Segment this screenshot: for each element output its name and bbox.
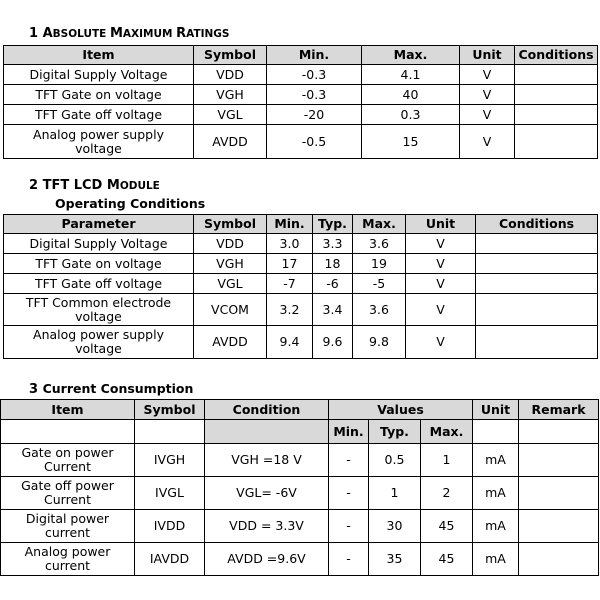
col-header-item: Item (1, 400, 135, 420)
col-header-condition: Condition (205, 400, 329, 420)
col-header-symbol: Symbol (194, 46, 267, 65)
title-part: AXIMUM (122, 28, 177, 40)
cell-conditions (515, 85, 598, 105)
cell-unit: mA (473, 510, 519, 543)
absolute-max-ratings-table (3, 45, 598, 159)
operating-conditions-table (3, 214, 598, 359)
cell-min: - (329, 543, 369, 576)
cell-typ: 35 (369, 543, 421, 576)
cell-unit: V (460, 65, 515, 85)
section1-number: 1 (29, 26, 39, 41)
table-row (4, 65, 598, 85)
title-part: R (176, 26, 187, 41)
cell-condition: VGL= -6V (205, 477, 329, 510)
cell-typ: 3.4 (313, 294, 353, 326)
cell-unit: mA (473, 444, 519, 477)
cell-min: -20 (267, 105, 362, 125)
cell-item: Analog power supply voltage (4, 125, 194, 159)
title-part: M (106, 178, 120, 193)
cell-symbol: VGL (194, 105, 267, 125)
subheader-blank (519, 420, 599, 444)
cell-typ: -6 (313, 274, 353, 294)
cell-unit: V (406, 294, 476, 326)
cell-symbol: VCOM (194, 294, 267, 326)
table-row (4, 234, 598, 254)
cell-symbol: VGH (194, 85, 267, 105)
table-row (4, 125, 598, 159)
table-row (4, 294, 598, 326)
col-header-unit: Unit (460, 46, 515, 65)
cell-min: - (329, 444, 369, 477)
table-row (4, 254, 598, 274)
cell-max: 1 (421, 444, 473, 477)
cell-remark (519, 444, 599, 477)
cell-parameter: Analog power supply voltage (4, 326, 194, 359)
cell-max: 3.6 (353, 294, 406, 326)
cell-conditions (476, 254, 598, 274)
col-header-min: Min. (267, 46, 362, 65)
section3-number: 3 (29, 382, 39, 397)
cell-conditions (515, 105, 598, 125)
cell-min: -7 (267, 274, 313, 294)
cell-min: 3.0 (267, 234, 313, 254)
cell-item: Gate off power Current (1, 477, 135, 510)
table-row (4, 326, 598, 359)
cell-max: 9.8 (353, 326, 406, 359)
cell-max: -5 (353, 274, 406, 294)
cell-remark (519, 477, 599, 510)
cell-min: 17 (267, 254, 313, 274)
cell-unit: V (460, 105, 515, 125)
title-part: M (109, 26, 123, 41)
cell-min: 9.4 (267, 326, 313, 359)
cell-unit: V (406, 326, 476, 359)
section2-title (43, 178, 160, 193)
section3-title: Current Consumption (42, 381, 194, 396)
table-row (4, 105, 598, 125)
cell-symbol: IVGL (135, 477, 205, 510)
cell-symbol: IVGH (135, 444, 205, 477)
col-header-max: Max. (421, 420, 473, 444)
cell-conditions (476, 294, 598, 326)
cell-min: - (329, 477, 369, 510)
cell-min: - (329, 510, 369, 543)
cell-conditions (515, 65, 598, 85)
cell-conditions (476, 234, 598, 254)
col-header-remark: Remark (519, 400, 599, 420)
col-header-unit: Unit (473, 400, 519, 420)
cell-item: Gate on power Current (1, 444, 135, 477)
col-header-values: Values (329, 400, 473, 420)
cell-max: 3.6 (353, 234, 406, 254)
col-header-parameter: Parameter (4, 215, 194, 234)
cell-max: 0.3 (362, 105, 460, 125)
section1-heading (29, 26, 230, 41)
cell-conditions (515, 125, 598, 159)
cell-unit: V (460, 85, 515, 105)
cell-symbol: AVDD (194, 125, 267, 159)
cell-symbol: IAVDD (135, 543, 205, 576)
col-header-typ: Typ. (313, 215, 353, 234)
section1-title (43, 26, 230, 41)
col-header-max: Max. (362, 46, 460, 65)
title-part: BSOLUTE (52, 28, 110, 40)
cell-condition: VDD = 3.3V (205, 510, 329, 543)
cell-unit: V (406, 274, 476, 294)
cell-typ: 30 (369, 510, 421, 543)
cell-unit: mA (473, 477, 519, 510)
cell-min: -0.3 (267, 65, 362, 85)
cell-unit: V (460, 125, 515, 159)
cell-parameter: Digital Supply Voltage (4, 234, 194, 254)
col-header-conditions: Conditions (476, 215, 598, 234)
cell-max: 19 (353, 254, 406, 274)
section2-number: 2 (29, 178, 39, 193)
cell-symbol: VGL (194, 274, 267, 294)
table-row (4, 274, 598, 294)
col-header-min: Min. (329, 420, 369, 444)
cell-condition: VGH =18 V (205, 444, 329, 477)
table-row (1, 510, 599, 543)
table-row (1, 477, 599, 510)
col-header-conditions: Conditions (515, 46, 598, 65)
cell-conditions (476, 326, 598, 359)
cell-parameter: TFT Gate on voltage (4, 254, 194, 274)
cell-item: TFT Gate off voltage (4, 105, 194, 125)
cell-typ: 3.3 (313, 234, 353, 254)
cell-parameter: TFT Common electrode voltage (4, 294, 194, 326)
cell-item: Digital power current (1, 510, 135, 543)
cell-typ: 18 (313, 254, 353, 274)
cell-unit: mA (473, 543, 519, 576)
col-header-typ: Typ. (369, 420, 421, 444)
cell-max: 2 (421, 477, 473, 510)
title-part: TFT LCD (42, 178, 107, 193)
cell-typ: 9.6 (313, 326, 353, 359)
cell-max: 15 (362, 125, 460, 159)
cell-min: -0.3 (267, 85, 362, 105)
col-header-symbol: Symbol (135, 400, 205, 420)
title-part: ODULE (119, 180, 160, 192)
cell-condition: AVDD =9.6V (205, 543, 329, 576)
cell-min: 3.2 (267, 294, 313, 326)
cell-max: 40 (362, 85, 460, 105)
cell-symbol: VGH (194, 254, 267, 274)
cell-conditions (476, 274, 598, 294)
cell-typ: 1 (369, 477, 421, 510)
col-header-max: Max. (353, 215, 406, 234)
cell-symbol: AVDD (194, 326, 267, 359)
cell-max: 45 (421, 543, 473, 576)
col-header-symbol: Symbol (194, 215, 267, 234)
table-row (1, 543, 599, 576)
subheader-blank (135, 420, 205, 444)
cell-remark (519, 543, 599, 576)
cell-unit: V (406, 234, 476, 254)
subheader-blank (205, 420, 329, 444)
cell-symbol: IVDD (135, 510, 205, 543)
subheader-blank (1, 420, 135, 444)
cell-item: Digital Supply Voltage (4, 65, 194, 85)
cell-max: 45 (421, 510, 473, 543)
cell-unit: V (406, 254, 476, 274)
cell-symbol: VDD (194, 65, 267, 85)
cell-remark (519, 510, 599, 543)
table-row (1, 444, 599, 477)
cell-typ: 0.5 (369, 444, 421, 477)
cell-min: -0.5 (267, 125, 362, 159)
cell-symbol: VDD (194, 234, 267, 254)
cell-max: 4.1 (362, 65, 460, 85)
col-header-unit: Unit (406, 215, 476, 234)
cell-item: TFT Gate on voltage (4, 85, 194, 105)
title-part: ATINGS (186, 28, 230, 40)
col-header-min: Min. (267, 215, 313, 234)
section2-heading (29, 178, 160, 193)
table-row (4, 85, 598, 105)
current-consumption-table (0, 399, 599, 576)
section3-heading (29, 381, 193, 397)
col-header-item: Item (4, 46, 194, 65)
subheader-blank (473, 420, 519, 444)
title-part: A (42, 26, 53, 41)
cell-parameter: TFT Gate off voltage (4, 274, 194, 294)
section2-subtitle: Operating Conditions (55, 196, 206, 211)
cell-item: Analog power current (1, 543, 135, 576)
